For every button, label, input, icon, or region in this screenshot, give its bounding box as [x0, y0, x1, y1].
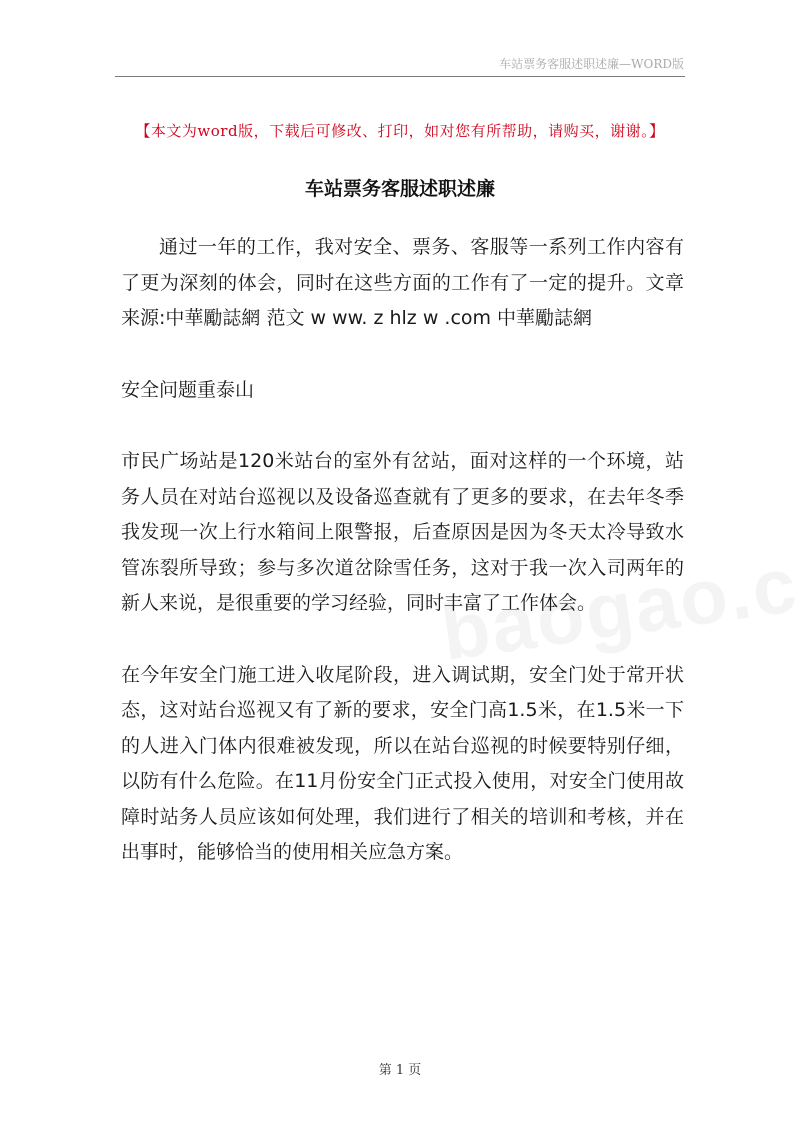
- header-rule: [115, 76, 685, 77]
- paragraph-safety-door: 在今年安全门施工进入收尾阶段，进入调试期，安全门处于常开状态，这对站台巡视又有了新的要求，安全门高1.5米，在1.5米一下的人进入门体内很难被发现，所以在站台巡视的时候要特别仔细，以防有什么危险。在11月份安全门正式投入使用，对安全门使用故障时站务人员应该如何处理，我们进行了相关的培训和考核，并在出事时，能够恰当的使用相关应急方案。: [121, 663, 684, 863]
- paragraph-station: 市民广场站是120米站台的室外有岔站，面对这样的一个环境，站务人员在对站台巡视以及设备巡查就有了更多的要求，在去年冬季我发现一次上行水箱间上限警报，后查原因是因为冬天太冷导致水管冻裂所导致；参与多次道岔除雪任务，这对于我一次入司两年的新人来说，是很重要的学习经验，同时丰富了工作体会。: [121, 450, 684, 614]
- document-body: [121, 230, 684, 871]
- document-title: 车站票务客服述职述廉: [304, 178, 495, 200]
- spacer: [121, 337, 684, 373]
- spacer: [121, 408, 684, 444]
- section-heading: 安全问题重泰山: [121, 378, 255, 401]
- purchase-notice: 【本文为word版，下载后可修改、打印，如对您有所帮助，请购买，谢谢。】: [135, 122, 665, 140]
- page-number: 第 1 页: [378, 1063, 422, 1078]
- intro-paragraph: 通过一年的工作，我对安全、票务、客服等一系列工作内容有了更为深刻的体会，同时在这些方面的工作有了一定的提升。文章来源:中華勵誌網 范文 w ww. z hlz w .com 中華勵誌網: [121, 236, 684, 329]
- spacer: [121, 622, 684, 658]
- page-header-title: 车站票务客服述职述廉—WORD版: [499, 57, 684, 71]
